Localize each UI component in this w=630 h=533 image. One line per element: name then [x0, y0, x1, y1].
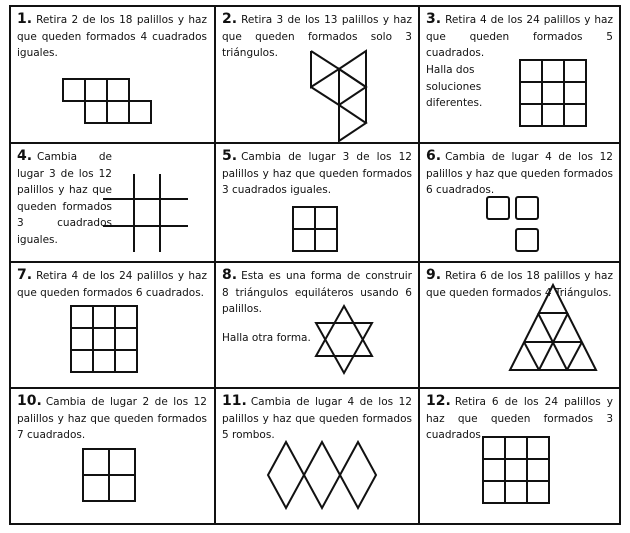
- problem-6-text: [426, 148, 613, 199]
- figure-3x3-grid: [520, 60, 590, 130]
- problem-11-text: [222, 393, 412, 444]
- problem-number: 7.: [17, 267, 33, 283]
- problem-8-cell: [216, 263, 420, 389]
- worksheet-grid: [9, 5, 621, 525]
- problem-statement: Cambia de lugar 4 de los 12 palillos y haz que queden formados 6 cuadrados.: [426, 151, 613, 196]
- problem-number: 9.: [426, 267, 442, 283]
- problem-9-cell: [420, 263, 619, 389]
- problem-number: 10.: [17, 393, 42, 409]
- figure-2x2-grid: [293, 207, 343, 257]
- problem-number: 4.: [17, 148, 33, 164]
- figure-rhombus-chain: [268, 442, 378, 512]
- problem-3-extra: Halla dos soluciones diferentes.: [426, 64, 483, 109]
- figure-3x3-grid: [71, 306, 141, 376]
- problem-12-cell: [420, 389, 619, 523]
- figure-matchstick-triangles: [311, 47, 371, 142]
- figure-triangle-grid: [508, 285, 598, 375]
- problem-statement: Retira 2 de los 18 palillos y haz que queden formados 4 cuadrados iguales.: [17, 14, 207, 59]
- figure-star-of-david: [316, 306, 376, 376]
- figure-matchstick-squares: [63, 79, 163, 129]
- problem-number: 2.: [222, 11, 238, 27]
- problem-statement: Retira 3 de los 13 palillos y haz que queden formados solo 3 triángulos.: [222, 14, 412, 59]
- problem-10-text: [17, 393, 207, 444]
- problem-8-extra: Halla otra forma.: [222, 332, 311, 344]
- problem-11-cell: [216, 389, 420, 523]
- problem-10-cell: [11, 389, 216, 523]
- problem-3-text: [426, 11, 613, 62]
- problem-statement: Cambia de lugar 3 de los 12 palillos y haz que queden formados 3 cuadrados iguales.: [222, 151, 412, 196]
- problem-number: 6.: [426, 148, 442, 164]
- figure-three-squares: [486, 196, 546, 256]
- problem-statement: Retira 6 de los 24 palillos y haz que queden formados 3 cuadrados.: [426, 396, 613, 441]
- problem-number: 3.: [426, 11, 442, 27]
- problem-7-cell: [11, 263, 216, 389]
- problem-statement: Cambia de lugar 2 de los 12 palillos y haz que queden formados 7 cuadrados.: [17, 396, 207, 441]
- problem-3-cell: [420, 7, 619, 144]
- problem-statement: Cambia de lugar 3 de los 12 palillos y haz que queden formados 3 cuadrados iguales.: [17, 151, 112, 246]
- problem-5-text: [222, 148, 412, 199]
- figure-hash-grid: [103, 174, 193, 254]
- problem-number: 8.: [222, 267, 238, 283]
- problem-6-cell: [420, 144, 619, 263]
- problem-5-cell: [216, 144, 420, 263]
- problem-number: 12.: [426, 393, 451, 409]
- problem-4-cell: [11, 144, 216, 263]
- problem-1-text: [17, 11, 207, 62]
- figure-2x2-grid: [83, 449, 143, 509]
- problem-1-cell: [11, 7, 216, 144]
- problem-2-cell: [216, 7, 420, 144]
- problem-number: 1.: [17, 11, 33, 27]
- problem-7-text: [17, 267, 207, 301]
- problem-statement: Retira 4 de los 24 palillos y haz que queden formados 6 cuadrados.: [17, 270, 207, 299]
- problem-statement: Retira 4 de los 24 palillos y haz que queden formados 5 cuadrados.: [426, 14, 613, 59]
- problem-statement: Cambia de lugar 4 de los 12 palillos y haz que queden formados 5 rombos.: [222, 396, 412, 441]
- problem-number: 11.: [222, 393, 247, 409]
- problem-12-text: [426, 393, 613, 444]
- problem-statement: Esta es una forma de construir 8 triángulos equiláteros usando 6 palillos.: [222, 270, 412, 315]
- figure-3x3-grid: [483, 437, 553, 507]
- problem-number: 5.: [222, 148, 238, 164]
- problem-statement: Retira 6 de los 18 palillos y haz que queden formados 4 Triángulos.: [426, 270, 613, 299]
